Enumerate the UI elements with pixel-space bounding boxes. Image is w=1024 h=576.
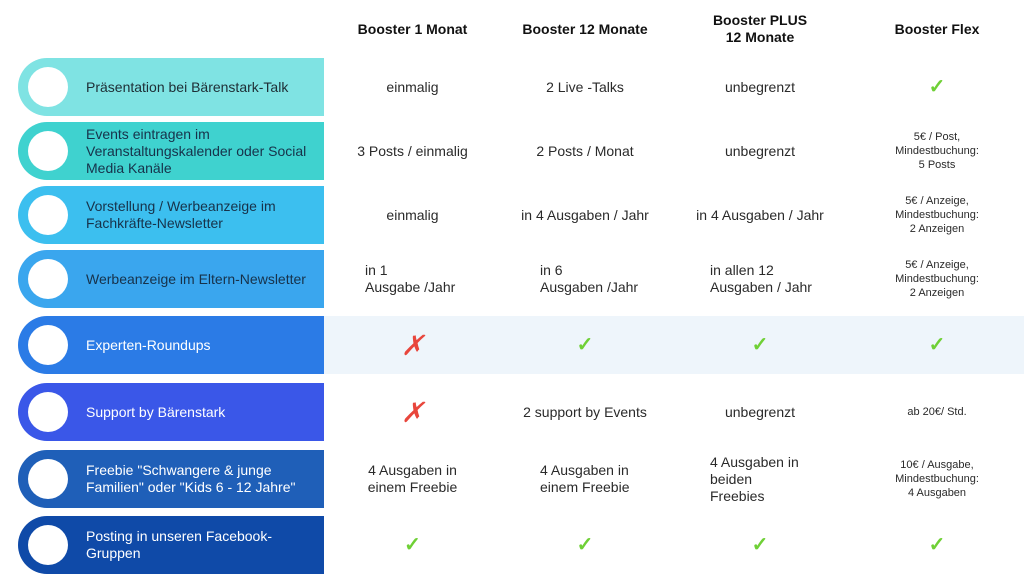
check-icon: ✓ bbox=[751, 333, 769, 356]
circle-icon bbox=[28, 259, 68, 299]
circle-icon bbox=[28, 195, 68, 235]
check-icon: ✓ bbox=[928, 75, 946, 98]
feature-label: Events eintragen im Veranstaltungskalender oder Social Media Kanäle bbox=[86, 125, 307, 176]
column-header-1: Booster 1 Monat bbox=[357, 20, 468, 37]
table-cell: einmalig bbox=[386, 78, 439, 95]
check-icon: ✓ bbox=[576, 533, 594, 556]
circle-icon bbox=[28, 525, 68, 565]
table-cell: in 4 Ausgaben / Jahr bbox=[696, 206, 824, 223]
table-row bbox=[0, 516, 1024, 574]
feature-label-pill bbox=[18, 122, 324, 180]
column-header-4: Booster Flex bbox=[894, 20, 980, 37]
table-cell: einmalig bbox=[386, 206, 439, 223]
table-cell: in 6 Ausgaben /Jahr bbox=[540, 262, 639, 295]
table-cell: 5€ / Post, Mindestbuchung: 5 Posts bbox=[895, 131, 979, 171]
table-cell: 3 Posts / einmalig bbox=[357, 142, 468, 159]
circle-icon bbox=[28, 392, 68, 432]
check-icon: ✓ bbox=[404, 533, 421, 556]
column-header-3: Booster PLUS 12 Monate bbox=[712, 12, 808, 45]
table-row bbox=[0, 186, 1024, 244]
table-cell: in 4 Ausgaben / Jahr bbox=[521, 206, 649, 223]
feature-label: Experten-Roundups bbox=[86, 336, 211, 353]
circle-icon bbox=[28, 459, 68, 499]
feature-label-pill bbox=[18, 316, 324, 374]
circle-icon bbox=[28, 67, 68, 107]
feature-label: Vorstellung / Werbeanzeige im Fachkräfte-Newsletter bbox=[86, 198, 276, 231]
check-icon: ✓ bbox=[751, 533, 769, 556]
column-header-2: Booster 12 Monate bbox=[522, 20, 648, 37]
feature-label-pill bbox=[18, 250, 324, 308]
check-icon: ✓ bbox=[928, 333, 946, 356]
table-cell: 2 Posts / Monat bbox=[536, 142, 634, 159]
table-row bbox=[0, 58, 1024, 116]
feature-label: Werbeanzeige im Eltern-Newsletter bbox=[86, 270, 306, 287]
table-cell: 5€ / Anzeige, Mindestbuchung: 2 Anzeigen bbox=[895, 259, 979, 299]
check-icon: ✓ bbox=[576, 333, 594, 356]
feature-label-pill bbox=[18, 186, 324, 244]
cross-icon: ✗ bbox=[400, 396, 425, 428]
table-cell: 10€ / Ausgabe, Mindestbuchung: 4 Ausgaben bbox=[895, 459, 979, 499]
table-cell: ab 20€/ Std. bbox=[907, 406, 967, 418]
table-row bbox=[0, 316, 1024, 374]
table-cell: in 1 Ausgabe /Jahr bbox=[365, 262, 456, 295]
table-row bbox=[0, 450, 1024, 508]
table-cell: 2 support by Events bbox=[523, 403, 647, 420]
table-cell: unbegrenzt bbox=[724, 142, 796, 159]
feature-label: Support by Bärenstark bbox=[86, 403, 226, 420]
table-cell: 4 Ausgaben in einem Freebie bbox=[540, 462, 630, 495]
circle-icon bbox=[28, 325, 68, 365]
table-row bbox=[0, 250, 1024, 308]
table-row bbox=[0, 122, 1024, 180]
table-cell: 4 Ausgaben in beiden Freebies bbox=[710, 453, 799, 504]
feature-label: Präsentation bei Bärenstark-Talk bbox=[86, 78, 289, 95]
feature-label: Posting in unseren Facebook-Gruppen bbox=[86, 528, 272, 561]
table-row bbox=[0, 383, 1024, 441]
feature-label-pill bbox=[18, 383, 324, 441]
feature-label-pill bbox=[18, 58, 324, 116]
table-cell: unbegrenzt bbox=[724, 78, 796, 95]
check-icon: ✓ bbox=[928, 533, 946, 556]
feature-label: Freebie "Schwangere & junge Familien" oder "Kids 6 - 12 Jahre" bbox=[86, 462, 296, 495]
table-cell: unbegrenzt bbox=[724, 403, 796, 420]
table-cell: 5€ / Anzeige, Mindestbuchung: 2 Anzeigen bbox=[895, 195, 979, 235]
table-cell: 4 Ausgaben in einem Freebie bbox=[367, 462, 458, 495]
feature-label-pill bbox=[18, 516, 324, 574]
cross-icon: ✗ bbox=[400, 329, 425, 361]
circle-icon bbox=[28, 131, 68, 171]
feature-label-pill bbox=[18, 450, 324, 508]
table-cell: 2 Live -Talks bbox=[546, 78, 624, 95]
table-cell: in allen 12 Ausgaben / Jahr bbox=[710, 262, 812, 295]
